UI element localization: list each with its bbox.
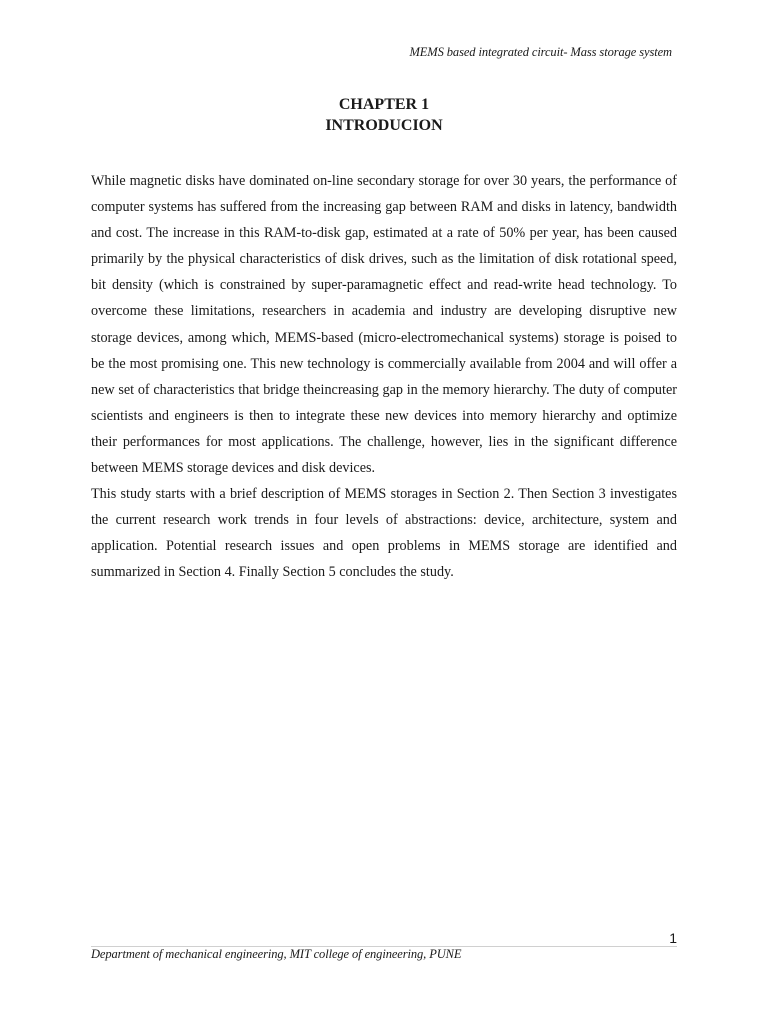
page-number: 1 (669, 930, 677, 946)
chapter-heading (0, 94, 768, 136)
body-text (91, 168, 677, 586)
chapter-number: CHAPTER 1 (338, 96, 430, 113)
running-footer: Department of mechanical engineering, MIT college of engineering, PUNE (91, 947, 462, 961)
paragraph: While magnetic disks have dominated on-line secondary storage for over 30 years, the performance of computer systems has suffered from the increasing gap between RAM and disks in latency, bandwidth and cost. The increase in this RAM-to-disk gap, estimated at a rate of 50% per year, has been caused primarily by the physical characteristics of disk drives, such as the limitation of disk rotational speed, bit density (which is constrained by super-paramagnetic effect and read-write head technology. To overcome these limitations, researchers in academia and industry are developing disruptive new storage devices, among which, MEMS-based (micro-electromechanical systems) storage is poised to be the most promising one. This new technology is commercially available from 2004 and will offer a new set of characteristics that bridge theincreasing gap in the memory hierarchy. The duty of computer scientists and engineers is then to integrate these new devices into memory hierarchy and optimize their performances for most applications. The challenge, however, lies in the significant difference between MEMS storage devices and disk devices. (91, 173, 677, 477)
running-header: MEMS based integrated circuit- Mass storage system (409, 45, 672, 59)
chapter-title: INTRODUCION (325, 117, 443, 134)
paragraph: This study starts with a brief description of MEMS storages in Section 2. Then Section 3 investigates the current research work trends in four levels of abstractions: device, architecture, system and application. Potential research issues and open problems in MEMS storage are identified and summarized in Section 4. Finally Section 5 concludes the study. (91, 486, 677, 581)
